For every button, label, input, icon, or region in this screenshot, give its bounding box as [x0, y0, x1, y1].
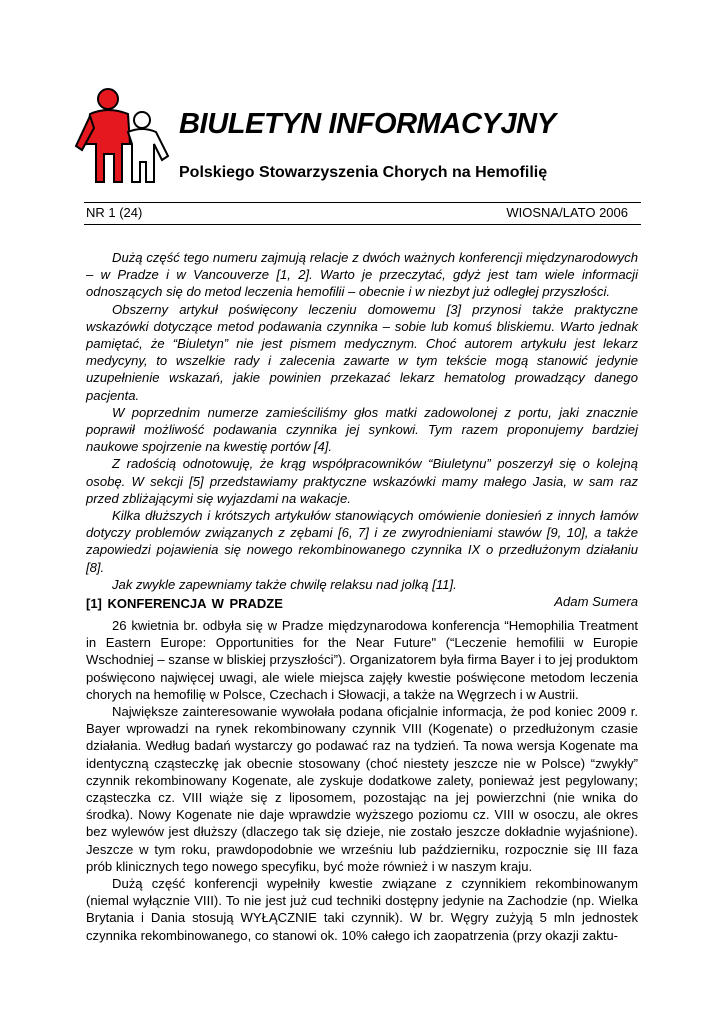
- child-figure-icon: [128, 112, 168, 182]
- body-paragraph: Dużą część konferencji wypełniły kwestie związane z czynnikiem rekombinowanym (niemal wyłącznie VIII). To nie jest już cud techniki dostępny jedynie na Zachodzie (np. Wielka Brytania i Dania stosują WYŁĄCZNIE taki czynnik). W br. Węgry zużyją 5 mln jednostek czynnika rekombinowanego, co stanowi ok. 10% całego ich zaopatrzenia (przy okazji zaktu-: [86, 876, 638, 943]
- section-body: [86, 617, 638, 944]
- issue-number: NR 1 (24): [86, 205, 143, 220]
- bulletin-title: BIULETYN INFORMACYJNY: [179, 108, 556, 140]
- intro-paragraph: Obszerny artykuł poświęcony leczeniu domowemu [3] przynosi także praktyczne wskazówki dotyczące metod podawania czynnika – sobie lub komuś bliskiemu. Warto jednak pamiętać, że “Biuletyn” nie jest pismem medycznym. Choć autorem artykułu jest lekarz medycyny, to wszelkie rady i zalecenia zawarte w tym tekście mogą stanowić jedynie uzupełnienie wskazań, jakie powinien przekazać lekarz hematolog prowadzący danego pacjenta.: [86, 301, 638, 403]
- intro-paragraph: W poprzednim numerze zamieściliśmy głos matki zadowolonej z portu, jaki znacznie poprawił możliwość podawania czynnika jej synkowi. Tym razem proponujemy bardziej naukowe spojrzenie na kwestię portów [4].: [86, 404, 638, 455]
- intro-paragraph: Jak zwykle zapewniamy także chwilę relaksu nad jolką [11].: [112, 576, 457, 592]
- bulletin-subtitle: Polskiego Stowarzyszenia Chorych na Hemofilię: [179, 164, 548, 181]
- issue-info-row: [86, 205, 628, 220]
- body-paragraph: 26 kwietnia br. odbyła się w Pradze międzynarodowa konferencja “Hemophilia Treatment in Eastern Europe: Opportunities for the Near Future" (“Leczenie hemofilii w Europie Wschodniej – szanse w bliskiej przyszłości”). Organizatorem była firma Bayer i to jej produktom poświęcono najwięcej uwagi, ale wiele miejsca zajęły kwestie poświęcone metodom leczenia chorych na hemofilię w Polsce, Czechach i Słowacji, a także na Węgrzech i w Austrii.: [86, 618, 638, 702]
- header-rule-bottom: [84, 224, 641, 225]
- editorial-intro: [86, 249, 638, 610]
- editorial-signature: Adam Sumera: [554, 594, 638, 610]
- section-heading: [1] KONFERENCJA W PRADZE: [86, 596, 283, 611]
- issue-season: WIOSNA/LATO 2006: [506, 205, 628, 220]
- header-rule-top: [84, 202, 641, 203]
- hemophilia-society-logo: [70, 84, 176, 190]
- body-paragraph: Największe zainteresowanie wywołała podana oficjalnie informacja, że pod koniec 2009 r. Bayer wprowadzi na rynek rekombinowany czynnik VIII (Kogenate) o przedłużonym czasie działania. Według badań wystarczy go podawać raz na tydzień. Ta nowa wersja Kogenate ma identyczną cząsteczkę jak obecnie stosowany (choć niestety jeszcze nie w Polsce) “zwykły” czynnik rekombinowany Kogenate, ale zyskuje dodatkowe zalety, ponieważ jest pegylowany; cząsteczka cz. VIII wiąże się z liposomem, pozostając na jej powierzchni (nie wnika do środka). Nowy Kogenate nie daje wprawdzie wyższego poziomu cz. VIII w osoczu, ale okres bez wylewów jest dłuższy (dlaczego tak się dzieje, nie zostało jeszcze dokładnie wyjaśnione). Jeszcze w tym roku, prawdopodobnie we wrześniu lub październiku, rozpocznie się III faza prób klinicznych tego nowego specyfiku, być może również i w naszym kraju.: [86, 704, 638, 874]
- intro-paragraph: Dużą część tego numeru zajmują relacje z dwóch ważnych konferencji międzynarodowych – w Pradze i w Vancouverze [1, 2]. Warto je przeczytać, gdyż jest tam wiele informacji odnoszących się do metod leczenia hemofilii – obecnie i w niezbyt już odległej przyszłości.: [86, 250, 638, 300]
- adult-figure-icon: [76, 89, 130, 182]
- intro-paragraph: Kilka dłuższych i krótszych artykułów stanowiących omówienie doniesień z innych łamów dotyczy problemów związanych z zębami [6, 7] i ze zwyrodnieniami stawów [9, 10], a także zapowiedzi pojawienia się nowego rekombinowanego czynnika IX o przedłużonym działaniu [8].: [86, 508, 638, 575]
- intro-paragraph: Z radością odnotowuję, że krąg współpracowników “Biuletynu” poszerzył się o kolejną osobę. W sekcji [5] przedstawiamy praktyczne wskazówki mamy małego Jasia, w sam raz przed zbliżającymi się wyjazdami na wakacje.: [86, 456, 638, 506]
